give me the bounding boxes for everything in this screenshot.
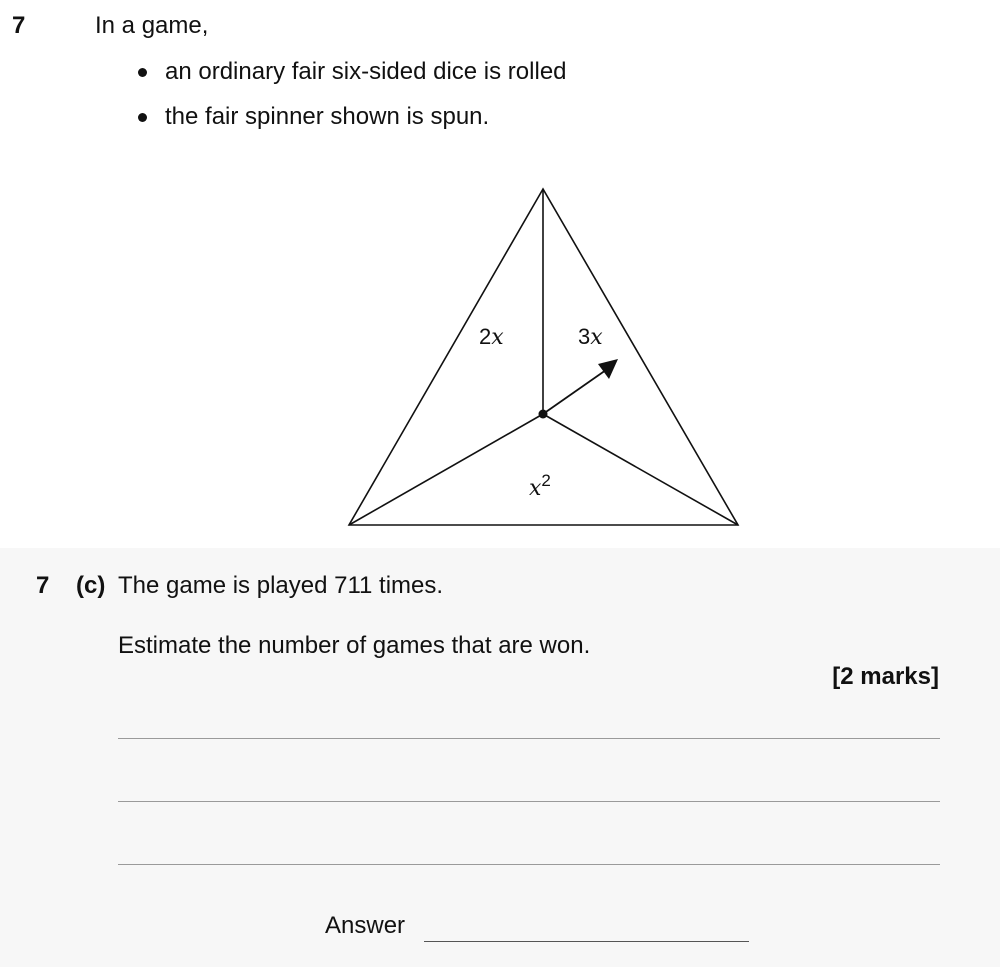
answer-label: Answer bbox=[325, 912, 406, 939]
spinner-label-left: 2x bbox=[479, 324, 504, 350]
spinner-diagram bbox=[340, 182, 750, 537]
answer-panel-background bbox=[0, 548, 1000, 967]
working-line[interactable] bbox=[118, 738, 940, 739]
bullet-dot-icon bbox=[138, 113, 147, 122]
part-text: The game is played 711 times. bbox=[118, 572, 444, 599]
bullet-item-spinner bbox=[138, 103, 489, 131]
spinner-divider-right bbox=[543, 414, 738, 525]
spinner-arrow-shaft bbox=[543, 370, 606, 414]
bullet-text: the fair spinner shown is spun. bbox=[165, 103, 490, 130]
working-line[interactable] bbox=[118, 864, 940, 865]
bullet-text: an ordinary fair six-sided dice is rolled bbox=[165, 58, 567, 85]
spinner-divider-left bbox=[349, 414, 543, 525]
answer-line[interactable] bbox=[424, 941, 749, 942]
spinner-pivot-icon bbox=[539, 410, 548, 419]
part-letter: (c) bbox=[76, 572, 106, 599]
question-number: 7 bbox=[12, 12, 26, 39]
marks-label: [2 marks] bbox=[832, 663, 939, 690]
question-intro: In a game, bbox=[95, 12, 209, 39]
part-instruction: Estimate the number of games that are won. bbox=[118, 632, 591, 659]
spinner-label-right: 3x bbox=[578, 324, 603, 350]
bullet-item-dice bbox=[138, 58, 567, 86]
working-line[interactable] bbox=[118, 801, 940, 802]
spinner-label-bottom: $x^2$ bbox=[529, 471, 551, 501]
part-question-number: 7 bbox=[36, 572, 50, 599]
bullet-dot-icon bbox=[138, 68, 147, 77]
spinner-arrow-head-icon bbox=[598, 359, 618, 379]
